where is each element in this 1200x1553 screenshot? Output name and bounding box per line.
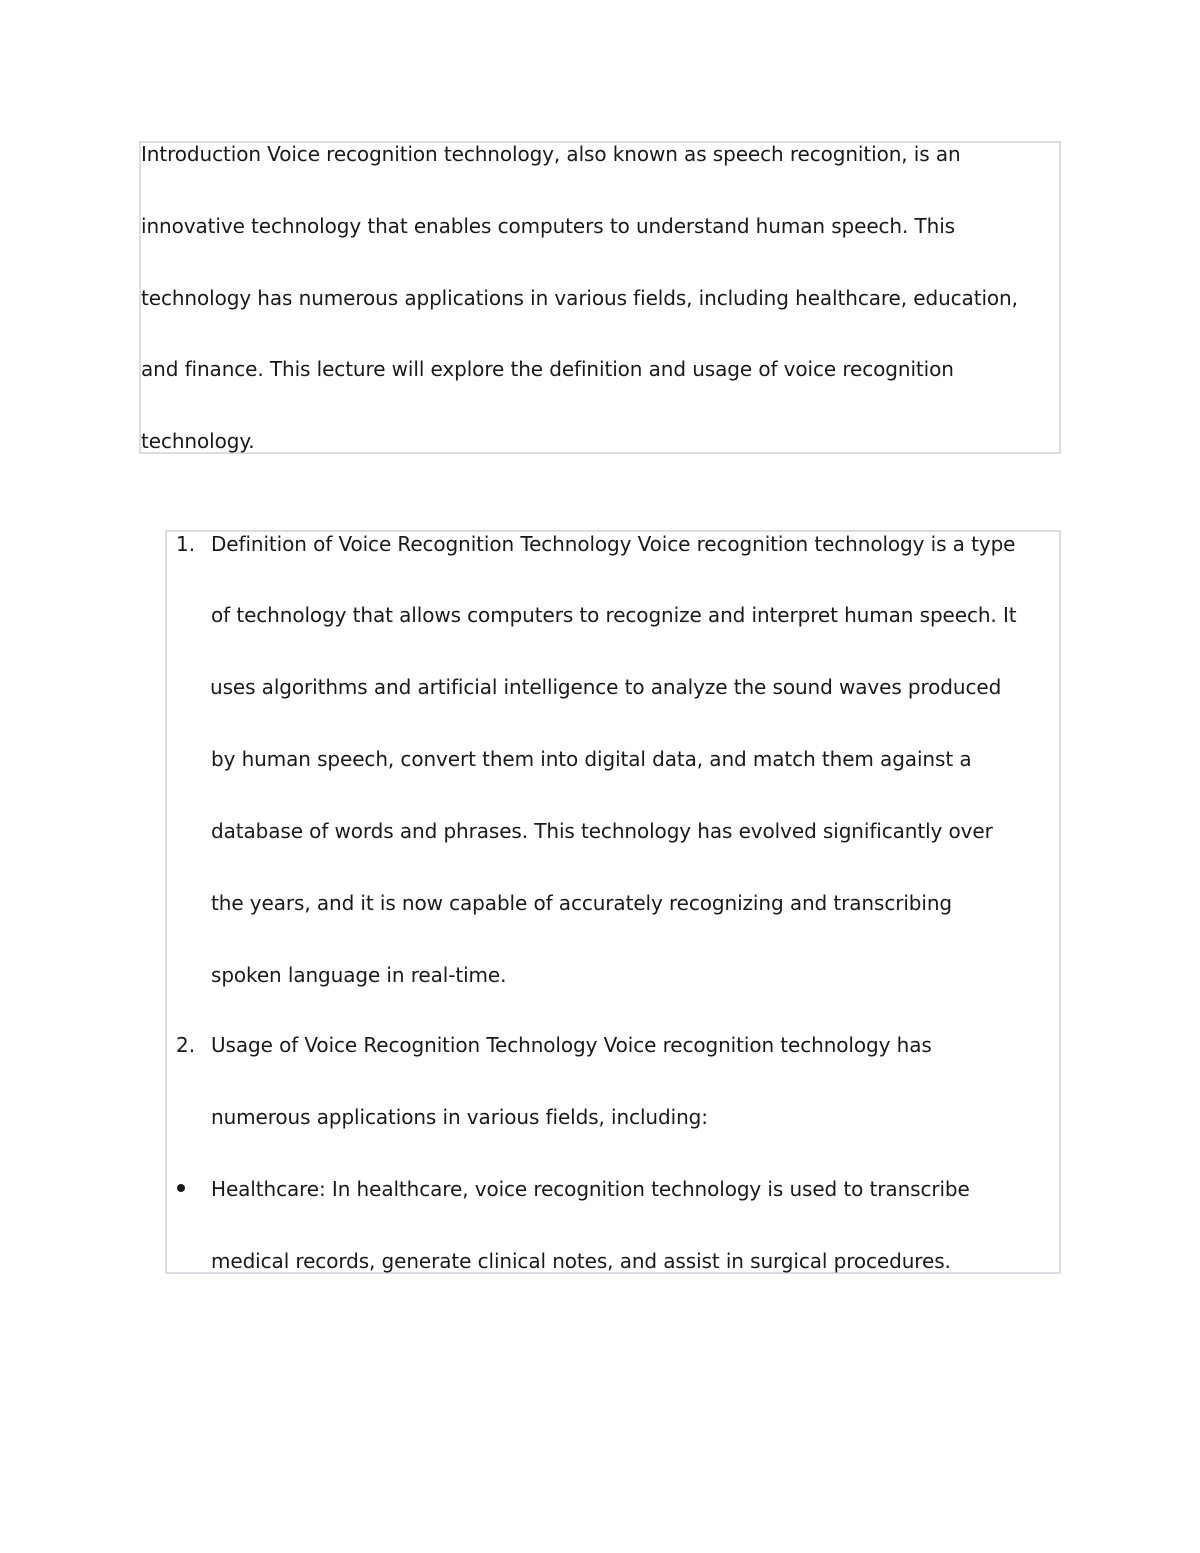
list-item-2-line: Usage of Voice Recognition Technology Voice recognition technology has xyxy=(211,1033,932,1057)
list-item-1-line: of technology that allows computers to recognize and interpret human speech. It xyxy=(211,603,1017,627)
intro-line: Introduction Voice recognition technology, also known as speech recognition, is an xyxy=(141,142,961,166)
list-item-1-line: the years, and it is now capable of accurately recognizing and transcribing xyxy=(211,891,953,915)
list-item-1-line: spoken language in real-time. xyxy=(211,963,507,987)
intro-line: and finance. This lecture will explore the definition and usage of voice recognition xyxy=(141,357,954,381)
intro-line: innovative technology that enables computers to understand human speech. This xyxy=(141,214,955,238)
list-number-2: 2. xyxy=(176,1033,196,1057)
list-number-1: 1. xyxy=(176,532,196,556)
bullet-icon xyxy=(177,1184,185,1192)
list-item-1-line: uses algorithms and artificial intelligence to analyze the sound waves produced xyxy=(210,675,1002,699)
list-item-1-line: Definition of Voice Recognition Technology Voice recognition technology is a type xyxy=(211,532,1016,556)
list-item-2-line: numerous applications in various fields, including: xyxy=(211,1105,708,1129)
bullet-item-line: medical records, generate clinical notes, and assist in surgical procedures. xyxy=(211,1249,951,1273)
intro-line: technology. xyxy=(141,429,255,453)
intro-line: technology has numerous applications in various fields, including healthcare, education, xyxy=(141,286,1018,310)
list-item-1-line: by human speech, convert them into digital data, and match them against a xyxy=(211,747,972,771)
bullet-item-line: Healthcare: In healthcare, voice recognition technology is used to transcribe xyxy=(211,1177,970,1201)
list-item-1-line: database of words and phrases. This technology has evolved significantly over xyxy=(211,819,993,843)
